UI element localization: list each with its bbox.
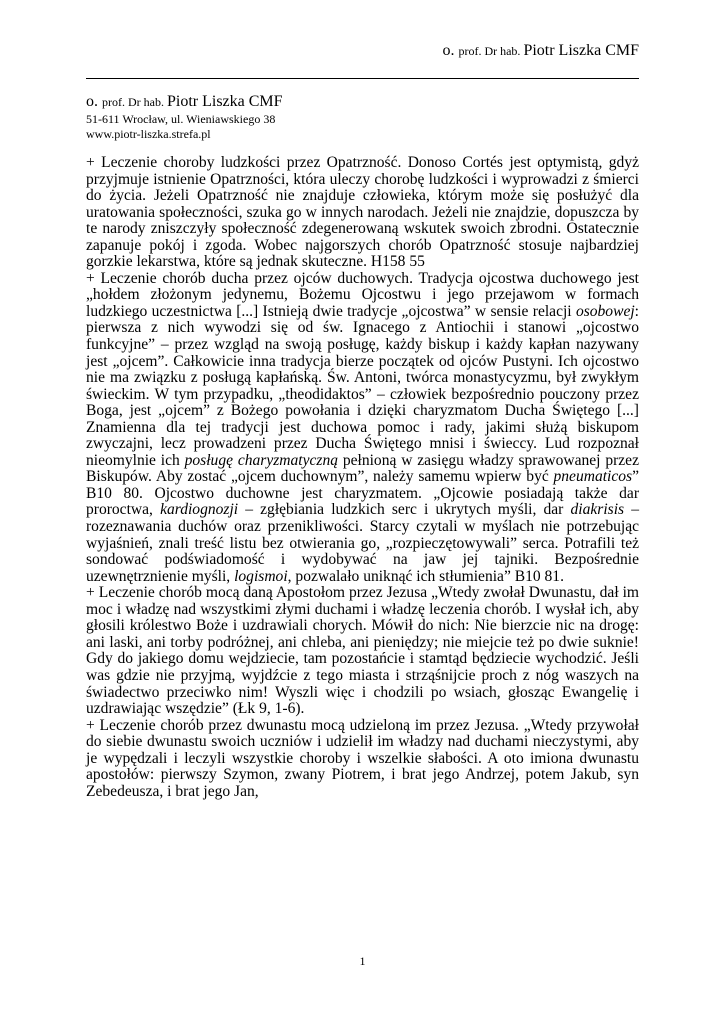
body-text xyxy=(86,155,639,800)
author-address: 51-611 Wrocław, ul. Wieniawskiego 38 xyxy=(86,112,276,126)
author-block xyxy=(86,92,639,142)
italic-text: posługę charyzmatyczną xyxy=(184,451,338,469)
italic-text: diakrisis xyxy=(570,501,625,519)
body-paragraph xyxy=(86,271,639,585)
paragraph-text: + Leczenie choroby ludzkości przez Opatrzność. Donoso Cortés jest optymistą, gdyż przyjmuje istnienie Opatrzności, która uleczy chorobę ludzkości i wyprowadzi z śmierci do życia. Jeżeli Opatrzność nie znajduje człowieka, którym może się posłużyć dla uratowania społeczności, szuka go w innych narodach. Jeżeli nie znajdzie, dopuszcza by te narody zniszczyły społeczność zdegenerowaną wskutek swoich zbrodni. Ostatecznie zapanuje pokój i zgoda. Wobec najgorszych chorób Opatrzność stosuje najbardziej gorzkie lekarstwa, które są jednak skuteczne. H158 55 xyxy=(86,154,639,271)
header-title: prof. Dr hab. xyxy=(458,44,524,58)
italic-text: logismoi xyxy=(234,567,288,585)
paragraph-text: + Leczenie chorób przez dwunastu mocą udzieloną im przez Jezusa. „Wtedy przywołał do siebie dwunastu swoich uczniów i udzielił im władzy nad duchami nieczystymi, aby je wypędzali i leczyli wszystkie choroby i wszelkie słabości. A oto imiona dwunastu apostołów: pierwszy Szymon, zwany Piotrem, i brat jego Andrzej, potem Jakub, syn Zebedeusza, i brat jego Jan, xyxy=(86,716,639,800)
paragraph-text: pełnioną w zasięgu władzy sprawowanej przez Biskupów. Aby zostać „ojcem duchownym”, należy samemu wpierw być xyxy=(86,451,639,486)
italic-text: pneumaticos xyxy=(553,468,633,486)
body-paragraph xyxy=(86,718,639,801)
header-divider xyxy=(86,78,639,79)
body-paragraph xyxy=(86,585,639,717)
paragraph-text: + Leczenie chorób mocą daną Apostołom przez Jezusa „Wtedy zwołał Dwunastu, dał im moc i władzę nad wszystkimi złymi duchami i władzę leczenia chorób. I wysłał ich, aby głosili królestwo Boże i uzdrawiali chorych. Mówił do nich: Nie bierzcie nic na drogę: ani laski, ani torby podróżnej, ani chleba, ani pieniędzy; nie miejcie też po dwie suknie! Gdy do jakiego domu wejdziecie, tam pozostańcie i stamtąd będziecie wychodzić. Jeśli was gdzie nie przyjmą, wyjdźcie z tego miasta i strząśnijcie proch z nóg waszych na świadectwo przeciwko nim! Wyszli więc i chodzili po wsiach, głosząc Ewangelię i uzdrawiając wszędzie” (Łk 9, 1-6). xyxy=(86,584,639,718)
page-number: 1 xyxy=(359,954,366,968)
author-full-name: Piotr Liszka CMF xyxy=(166,93,283,110)
paragraph-text: + Leczenie chorób ducha przez ojców duchowych. Tradycja ojcostwa duchowego jest „hołdem złożonym jedynemu, Bożemu Ojcostwu i jego przejawom w formach ludzkiego uczestnictwa [...] Istnieją dwie tradycje „ojcostwa” w sensie relacji xyxy=(86,269,639,320)
paragraph-text: – rozeznawania duchów oraz przenikliwości. Starcy czytali w myślach nie potrzebując wyjaśnień, znali treść listu bez otwierania go, „rozpieczętowywali” serca. Potrafili też sondować podświadomość i wydobywać na jaw jej tajniki. Bezpośrednie uzewnętrznienie myśli, xyxy=(86,501,639,585)
author-prefix: o. xyxy=(86,93,102,110)
author-title: prof. Dr hab. xyxy=(102,95,167,109)
header-name: Piotr Liszka CMF xyxy=(523,42,639,59)
body-paragraph xyxy=(86,155,639,271)
paragraph-text: – zgłębiania ludzkich serc i ukrytych myśli, dar xyxy=(238,501,571,519)
author-website: www.piotr-liszka.strefa.pl xyxy=(86,127,211,141)
italic-text: osobowej xyxy=(575,302,635,320)
paragraph-text: ” B10 80. Ojcostwo duchowne jest charyzmatem. „Ojcowie posiadają także dar proroctwa, xyxy=(86,468,639,519)
running-header xyxy=(442,42,639,60)
header-prefix: o. xyxy=(442,42,459,59)
italic-text: kardiognozji xyxy=(160,501,239,519)
author-name xyxy=(86,92,639,112)
paragraph-text: , pozwalało uniknąć ich stłumienia” B10 81. xyxy=(287,567,564,585)
paragraph-text: : pierwsza z nich wywodzi się od św. Ignacego z Antiochii i stanowi „ojcostwo funkcyjne” – przez wzgląd na swoją posługę, każdy biskup i każdy kapłan nazywany jest „ojcem”. Całkowicie inna tradycja bierze początek od ojców Pustyni. Ich ojcostwo nie ma związku z posługą kapłańską. Św. Antoni, twórca monastycyzmu, był zwykłym świeckim. W tym przypadku, „theodidaktos” – człowiek bezpośrednio pouczony przez Boga, jest „ojcem” z Bożego powołania i dzięki charyzmatom Ducha Świętego [...] Znamienna dla tej tradycji jest duchowa pomoc i rady, jakimi służą biskupom zwyczajni, lecz prowadzeni przez Ducha Świętego mnisi i świeccy. Lud rozpoznał nieomylnie ich xyxy=(86,302,639,469)
